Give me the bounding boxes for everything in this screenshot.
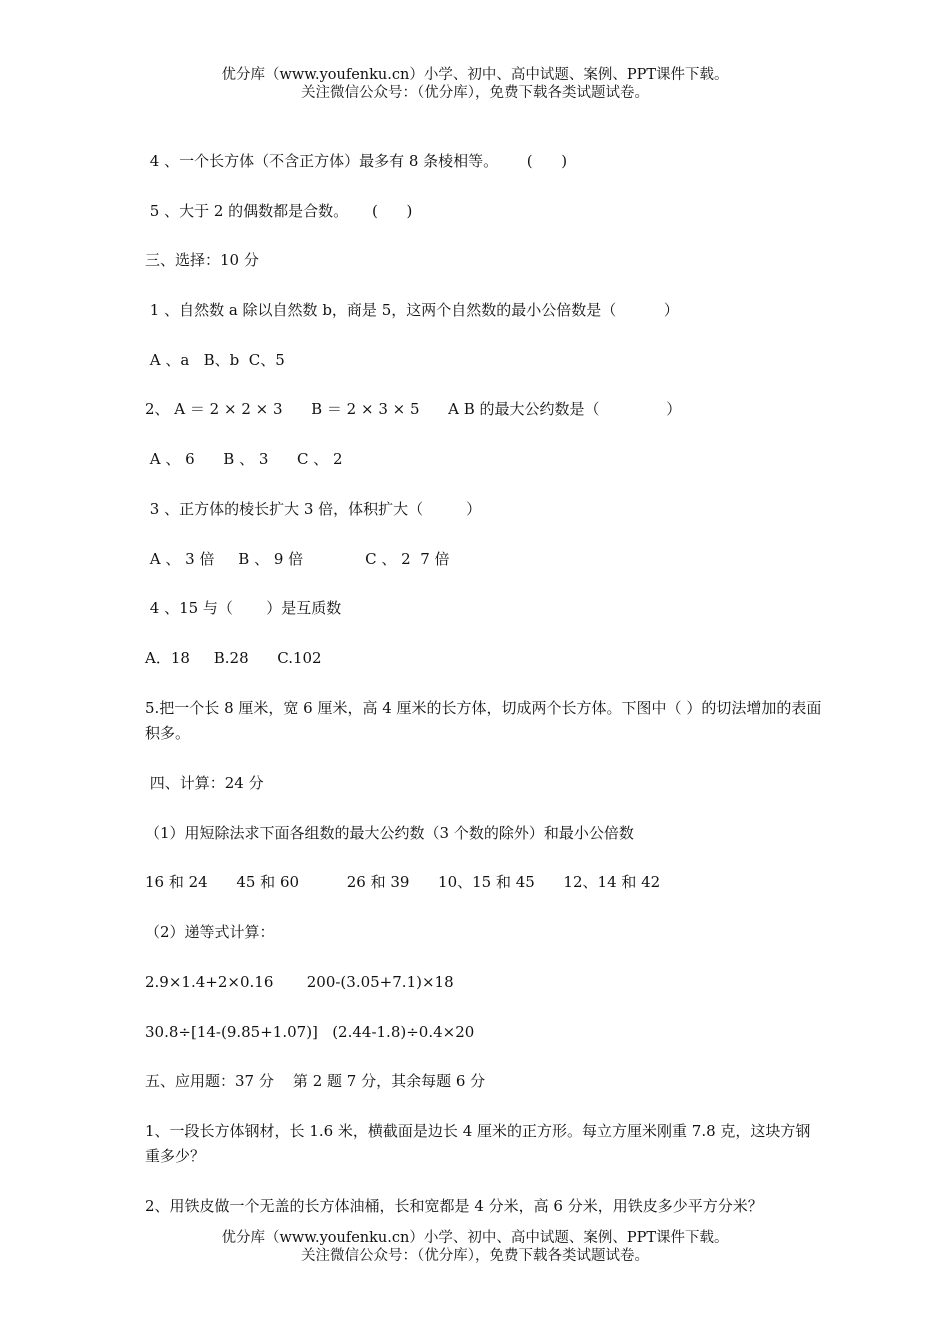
choice-question-3: 3 、正方体的棱长扩大 3 倍，体积扩大（ ） — [145, 500, 482, 518]
judgement-question-4: 4 、一个长方体（不含正方体）最多有 8 条棱相等。 ( ) — [145, 152, 568, 170]
section-calc-heading: 四、计算：24 分 — [145, 774, 264, 792]
page-header — [0, 66, 950, 102]
choice-question-4: 4 、15 与（ ）是互质数 — [145, 599, 342, 617]
header-line-2: 关注微信公众号：（优分库），免费下载各类试题试卷。 — [301, 85, 649, 101]
calc-part-2-row-1: 2.9×1.4+2×0.16 200-(3.05+7.1)×18 — [145, 973, 454, 991]
section-choice-heading: 三、选择：10 分 — [145, 251, 259, 269]
footer-line-1: 优分库（www.youfenku.cn）小学、初中、高中试题、案例、PPT课件下载。 — [221, 1230, 729, 1246]
footer-line-2: 关注微信公众号：（优分库），免费下载各类试题试卷。 — [301, 1248, 649, 1264]
page-footer — [0, 1229, 950, 1265]
choice-question-2-options: A 、 6 B 、 3 C 、 2 — [145, 450, 343, 468]
choice-question-5: 5.把一个长 8 厘米，宽 6 厘米，高 4 厘米的长方体，切成两个长方体。下图中（ ）的切法增加的表面积多。 — [145, 699, 822, 742]
choice-question-3-options: A 、 3 倍 B 、 9 倍 C 、 2 7 倍 — [145, 550, 450, 568]
application-question-1: 1、一段长方体钢材，长 1.6 米，横截面是边长 4 厘米的正方形。每立方厘米刚重 7.8 克，这块方钢重多少？ — [145, 1122, 811, 1165]
calc-part-2-row-2: 30.8÷[14-(9.85+1.07)] (2.44-1.8)÷0.4×20 — [145, 1023, 475, 1041]
section-application-heading: 五、应用题：37 分 第 2 题 7 分，其余每题 6 分 — [145, 1072, 486, 1090]
judgement-question-5: 5 、大于 2 的偶数都是合数。 ( ) — [145, 202, 413, 220]
calc-part-2: （2）递等式计算： — [145, 923, 275, 941]
calc-part-1: （1）用短除法求下面各组数的最大公约数（3 个数的除外）和最小公倍数 — [145, 824, 634, 842]
choice-question-1-options: A 、a B、b C、5 — [145, 351, 285, 369]
choice-question-2: 2、 A ＝ 2 × 2 × 3 B ＝ 2 × 3 × 5 A B 的最大公约数是（ ） — [145, 400, 682, 418]
choice-question-1: 1 、自然数 a 除以自然数 b，商是 5，这两个自然数的最小公倍数是（ ） — [145, 301, 679, 319]
header-line-1: 优分库（www.youfenku.cn）小学、初中、高中试题、案例、PPT课件下载。 — [221, 67, 729, 83]
calc-part-1-items: 16 和 24 45 和 60 26 和 39 10、15 和 45 12、14 和 42 — [145, 873, 661, 891]
application-question-2: 2、用铁皮做一个无盖的长方体油桶，长和宽都是 4 分米，高 6 分米，用铁皮多少平方分米？ — [145, 1197, 763, 1215]
choice-question-4-options: A．18 B.28 C.102 — [145, 649, 322, 667]
